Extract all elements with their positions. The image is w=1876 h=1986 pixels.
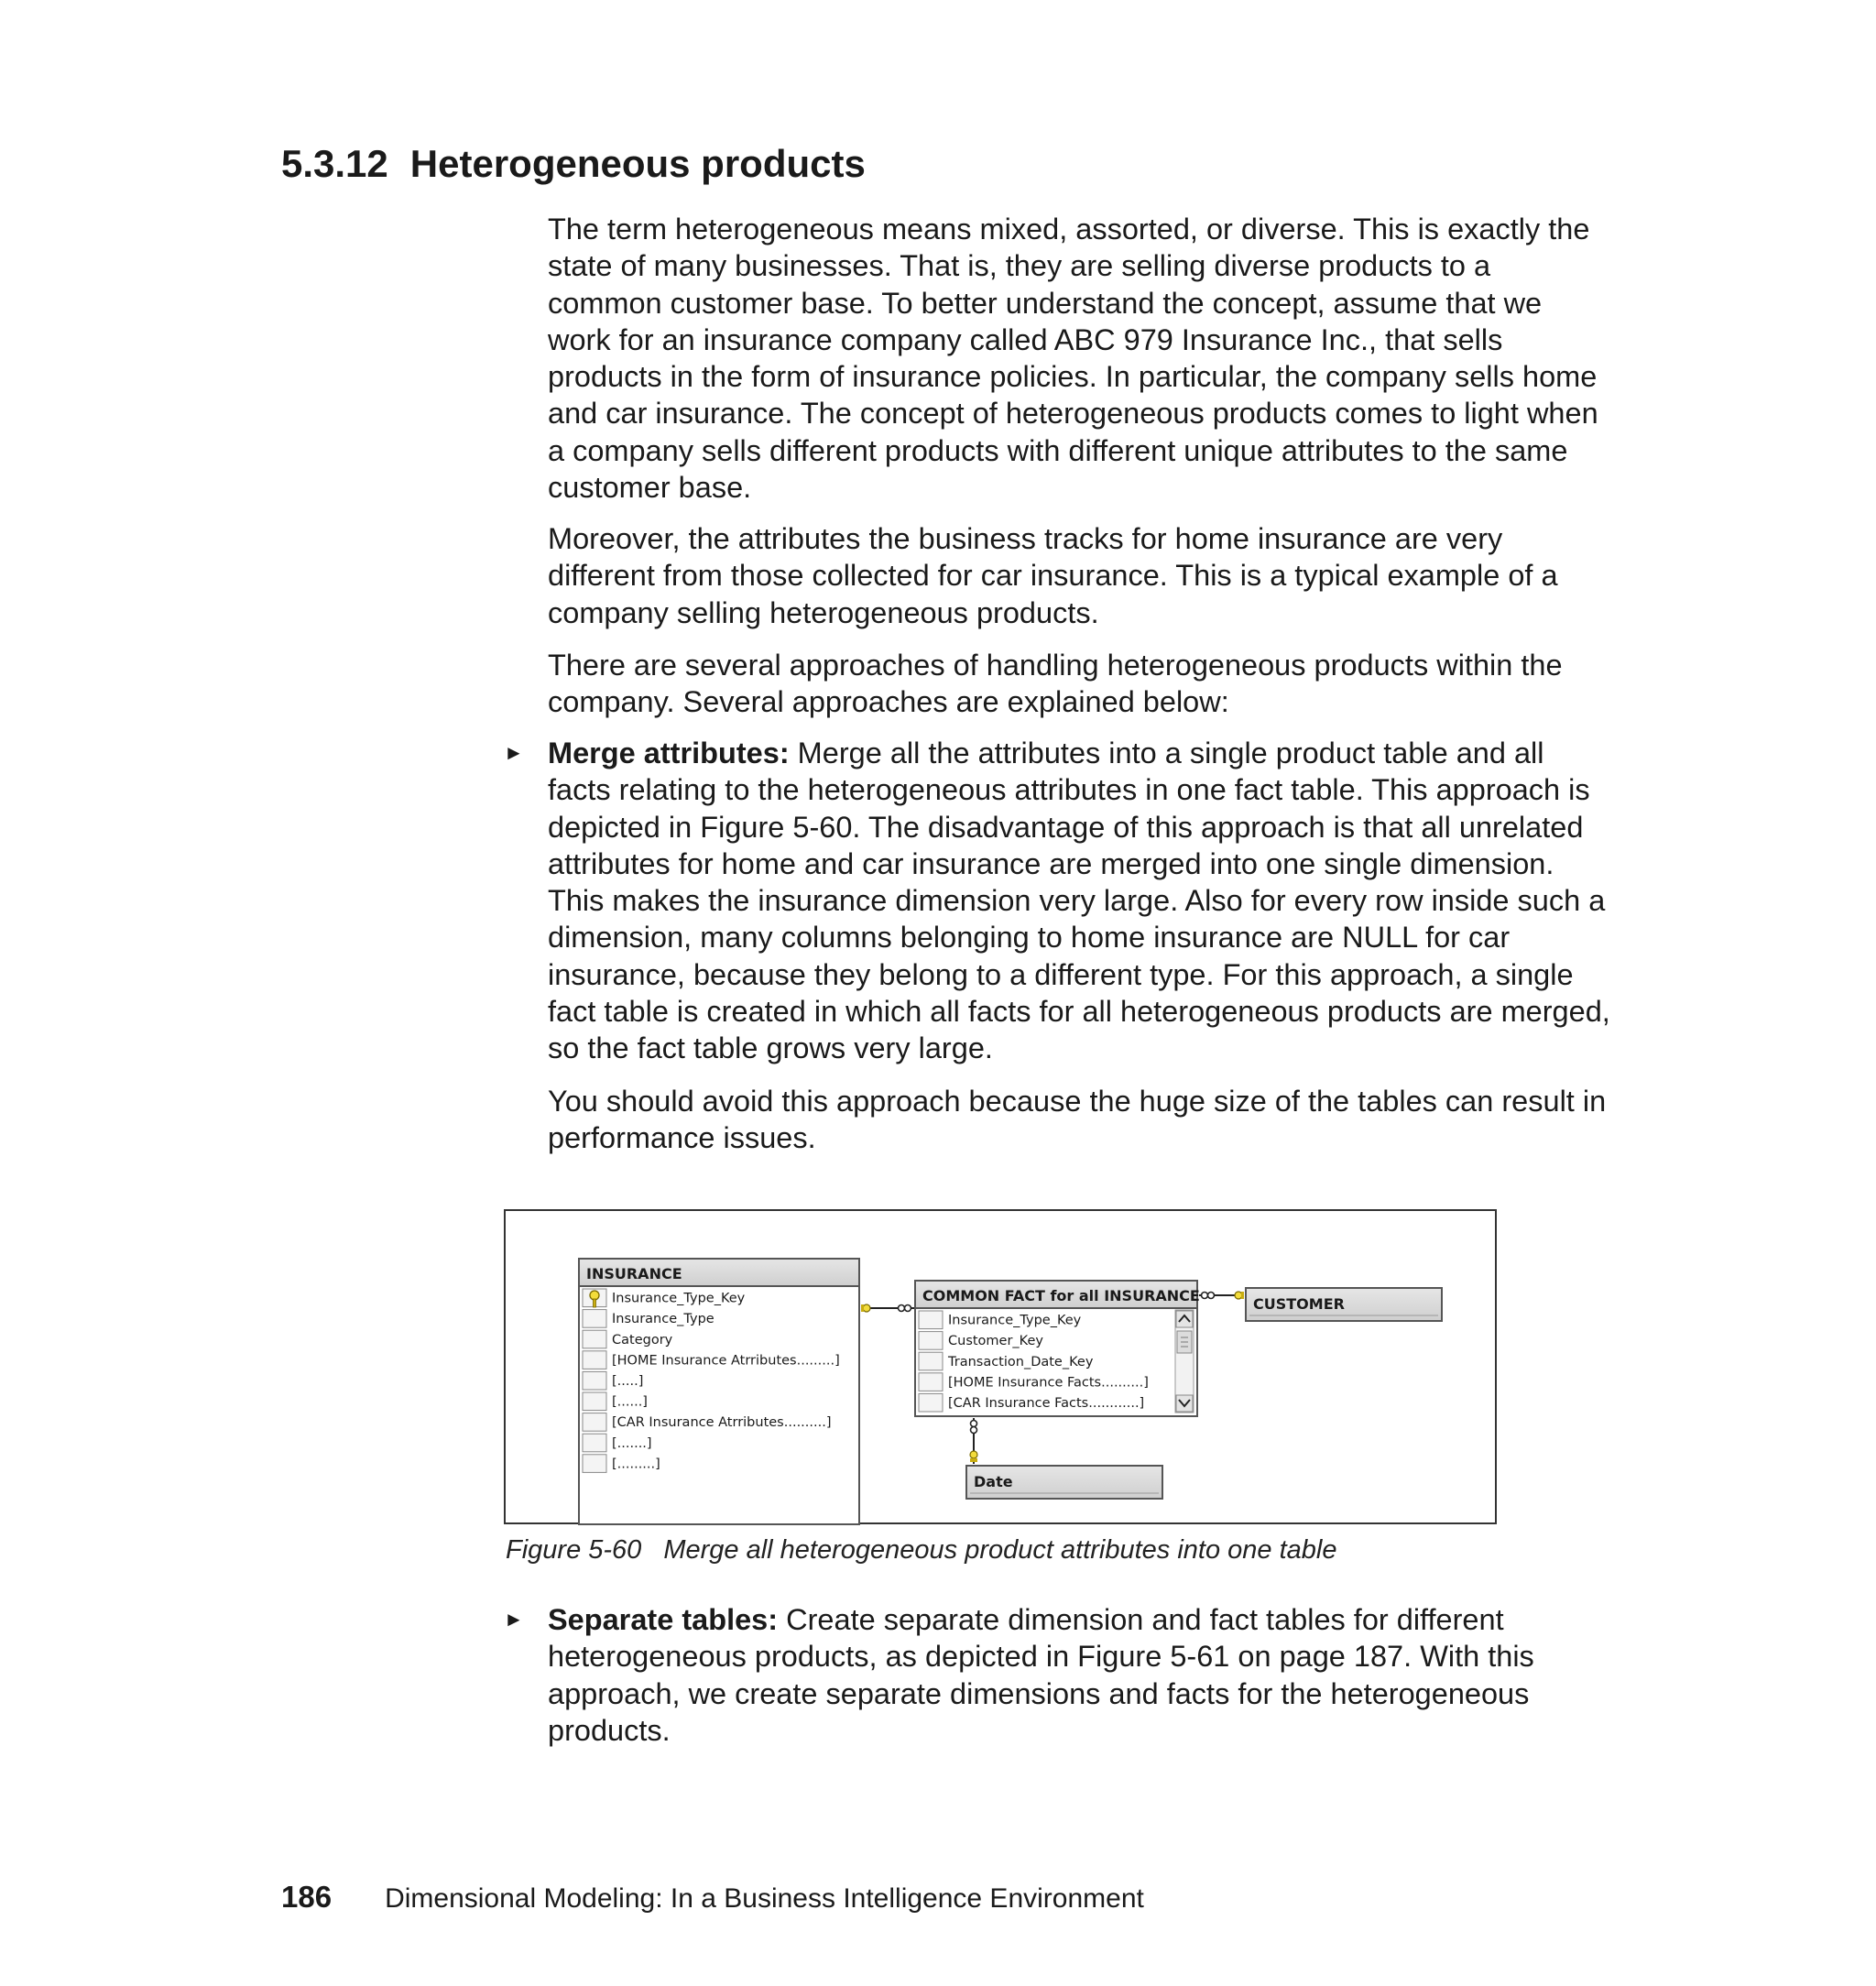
insurance-row-selector	[583, 1455, 606, 1473]
paragraph-intro: The term heterogeneous means mixed, assorted, or diverse. This is exactly the state of many businesses. That is, they are selling diverse products to a common customer base. To better understand the concept, assume that we work for an insurance company called ABC 979 Insurance Inc., that sells products in the form of insurance policies. In particular, the company sells home and car insurance. The concept of heterogeneous products comes to light when a company sells different products with different unique attributes to the same customer base.	[548, 213, 1598, 505]
fact-row-selector	[919, 1332, 943, 1350]
er-diagram	[506, 1211, 1499, 1526]
customer-table	[1246, 1288, 1442, 1321]
insurance-row-selector	[583, 1392, 606, 1411]
fact-row-selector	[919, 1311, 943, 1329]
date-table-title: Date	[974, 1473, 1013, 1490]
insurance-row-selector	[583, 1330, 606, 1348]
bullet-separate-text: Create separate dimension and fact tables for different heterogeneous products, as depicted in Figure 5-61 on page 187. With this approach, we create separate dimensions and facts for the heterogeneous products.	[548, 1603, 1534, 1747]
bullet-separate-label: Separate tables:	[548, 1603, 779, 1636]
fact-table	[915, 1281, 1200, 1416]
customer-table-title: CUSTOMER	[1253, 1295, 1345, 1313]
insurance-table	[579, 1259, 859, 1524]
relationship-fact-customer	[1199, 1292, 1244, 1299]
insurance-column: Insurance_Type_Key	[612, 1291, 746, 1306]
fact-row-selector	[919, 1393, 943, 1412]
fact-column: Customer_Key	[948, 1334, 1043, 1349]
figure-caption	[506, 1535, 1336, 1566]
key-end-icon	[1235, 1292, 1242, 1299]
fact-column: [HOME Insurance Facts..........]	[948, 1375, 1149, 1391]
infinity-end-icon	[971, 1421, 977, 1427]
fact-column: Insurance_Type_Key	[948, 1313, 1082, 1328]
insurance-column: [CAR Insurance Atrributes..........]	[612, 1415, 832, 1431]
bullet-arrow-icon: ►	[504, 741, 524, 764]
section-heading	[281, 142, 866, 186]
insurance-column: [HOME Insurance Atrributes.........]	[612, 1353, 840, 1369]
paragraph-avoid: You should avoid this approach because the huge size of the tables can result in performance issues.	[548, 1085, 1607, 1155]
paragraph-attributes: Moreover, the attributes the business tracks for home insurance are very different from those collected for car insurance. This is a typical example of a company selling heterogeneous products.	[548, 522, 1558, 629]
key-end-icon	[970, 1451, 977, 1458]
date-table	[966, 1466, 1162, 1499]
fact-table-scrollbar[interactable]	[1175, 1310, 1194, 1413]
book-title: Dimensional Modeling: In a Business Intelligence Environment	[385, 1883, 1144, 1914]
section-title: Heterogeneous products	[409, 142, 866, 185]
key-end-icon	[863, 1304, 870, 1312]
insurance-column: [......]	[612, 1394, 648, 1410]
insurance-row-selector	[583, 1434, 606, 1452]
figure-5-60	[504, 1209, 1497, 1524]
fact-row-selector	[919, 1373, 943, 1391]
insurance-column: [.......]	[612, 1435, 652, 1451]
bullet-arrow-icon: ►	[504, 1608, 524, 1631]
infinity-end-icon	[1202, 1293, 1208, 1299]
fact-table-title: COMMON FACT for all INSURANCE	[922, 1287, 1200, 1304]
insurance-row-selector	[583, 1351, 606, 1369]
insurance-row-selector	[583, 1310, 606, 1328]
insurance-row-selector	[583, 1371, 606, 1390]
insurance-column: Category	[612, 1332, 673, 1348]
fact-column: [CAR Insurance Facts............]	[948, 1396, 1145, 1411]
bullet-separate-tables	[504, 1601, 1610, 1749]
page-number: 186	[281, 1880, 333, 1914]
bullet-merge-text: Merge all the attributes into a single product table and all facts relating to the heterogeneous attributes in one fact table. This approach is depicted in Figure 5-60. The disadvantage of this approach is that all unrelated attributes for home and car insurance are merged into one single dimension. This makes the insurance dimension very large. Also for every row inside such a dimension, many columns belonging to home insurance are NULL for car insurance, because they belong to a different type. For this approach, a single fact table is created in which all facts for all heterogeneous products are merged, so the fact table grows very large.	[548, 737, 1610, 1065]
bullet-merge-label: Merge attributes:	[548, 737, 790, 769]
figure-caption-number: Figure 5-60	[506, 1535, 642, 1565]
relationship-fact-date	[970, 1418, 977, 1464]
figure-caption-text: Merge all heterogeneous product attributes into one table	[663, 1535, 1337, 1565]
relationship-insurance-fact	[861, 1304, 914, 1312]
insurance-column: [.........]	[612, 1457, 660, 1472]
insurance-column: [.....]	[612, 1374, 644, 1389]
insurance-column: Insurance_Type	[612, 1312, 714, 1327]
paragraph-approaches: There are several approaches of handling heterogeneous products within the company. Several approaches are explained below:	[548, 649, 1563, 719]
bullet-merge-attributes	[504, 735, 1610, 1067]
fact-column: Transaction_Date_Key	[948, 1354, 1094, 1369]
fact-row-selector	[919, 1352, 943, 1370]
insurance-row-selector	[583, 1413, 606, 1432]
section-number: 5.3.12	[281, 142, 388, 185]
infinity-end-icon	[899, 1305, 905, 1312]
insurance-table-title: INSURANCE	[586, 1265, 682, 1282]
page-footer	[281, 1880, 1144, 1915]
